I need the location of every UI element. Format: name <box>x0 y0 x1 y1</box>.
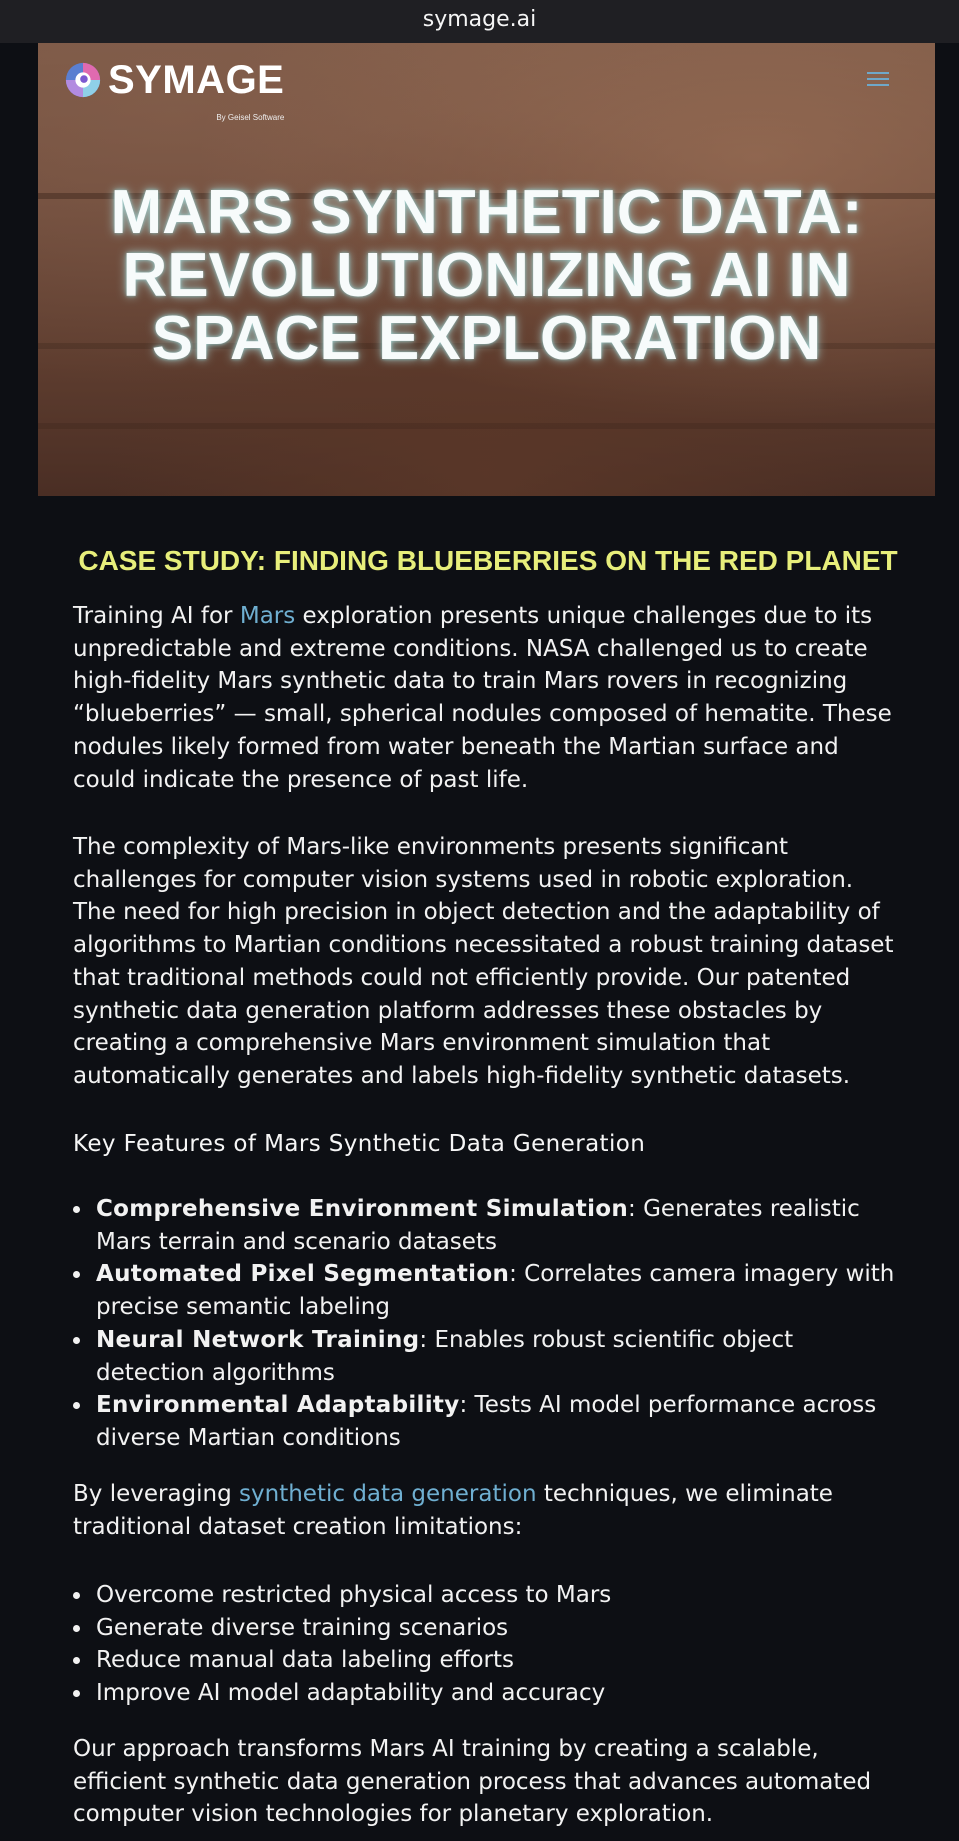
browser-url-bar[interactable] <box>0 0 959 43</box>
intro-paragraph: Training AI for Mars exploration presents unique challenges due to its unpredictable and extreme conditions. NASA challenged us to create high-fidelity Mars synthetic data to train Mars rovers in recognizing “blueberries” — small, spherical nodules composed of hematite. These nodules likely formed from water beneath the Martian surface and could indicate the presence of past life. <box>73 603 892 793</box>
mars-link[interactable]: Mars <box>239 603 296 629</box>
site-logo[interactable] <box>64 55 285 122</box>
list-item: Automated Pixel Segmentation: Correlates camera imagery with precise semantic labeling <box>73 1258 903 1323</box>
case-study-title: CASE STUDY: FINDING BLUEBERRIES ON THE RED PLANET <box>78 545 898 576</box>
list-item: Reduce manual data labeling efforts <box>73 1644 903 1677</box>
leverage-paragraph: By leveraging synthetic data generation techniques, we eliminate traditional dataset creation limitations: <box>73 1481 833 1540</box>
list-item: Environmental Adaptability: Tests AI model performance across diverse Martian conditions <box>73 1389 903 1454</box>
list-item: Neural Network Training: Enables robust scientific object detection algorithms <box>73 1324 903 1389</box>
article-content <box>73 540 903 1828</box>
list-item: Comprehensive Environment Simulation: Generates realistic Mars terrain and scenario datasets <box>73 1193 903 1258</box>
hamburger-menu-icon[interactable] <box>867 69 889 87</box>
logo-subtitle: By Geisel Software <box>216 113 285 122</box>
features-list <box>73 1193 903 1455</box>
list-item: Improve AI model adaptability and accuracy <box>73 1677 903 1710</box>
complexity-paragraph: The complexity of Mars-like environments presents significant challenges for computer vision systems used in robotic exploration. The need for high precision in object detection and the adaptability of algorithms to Martian conditions necessitated a robust training dataset that traditional methods could not efficiently provide. Our patented synthetic data generation platform addresses these obstacles by creating a comprehensive Mars environment simulation that automatically generates and labels high-fidelity synthetic datasets. <box>73 834 894 1089</box>
title-line: MARS SYNTHETIC DATA: <box>110 178 863 247</box>
closing-paragraph: Our approach transforms Mars AI training by creating a scalable, efficient synthetic data generation process that advances automated computer vision technologies for planetary exploration. <box>73 1736 872 1828</box>
logo-text: SYMAGE <box>108 58 285 102</box>
title-line: SPACE EXPLORATION <box>151 304 822 373</box>
list-item: Generate diverse training scenarios <box>73 1612 903 1645</box>
title-line: REVOLUTIONIZING AI IN <box>122 241 851 310</box>
benefits-list <box>73 1579 903 1710</box>
list-item: Overcome restricted physical access to Mars <box>73 1579 903 1612</box>
logo-swirl-icon <box>64 61 102 99</box>
synthetic-data-link[interactable]: synthetic data generation <box>239 1481 537 1507</box>
hero-banner <box>38 43 935 496</box>
page-title <box>38 178 935 373</box>
features-heading: Key Features of Mars Synthetic Data Generation <box>73 1131 646 1157</box>
url-text: symage.ai <box>422 7 537 32</box>
